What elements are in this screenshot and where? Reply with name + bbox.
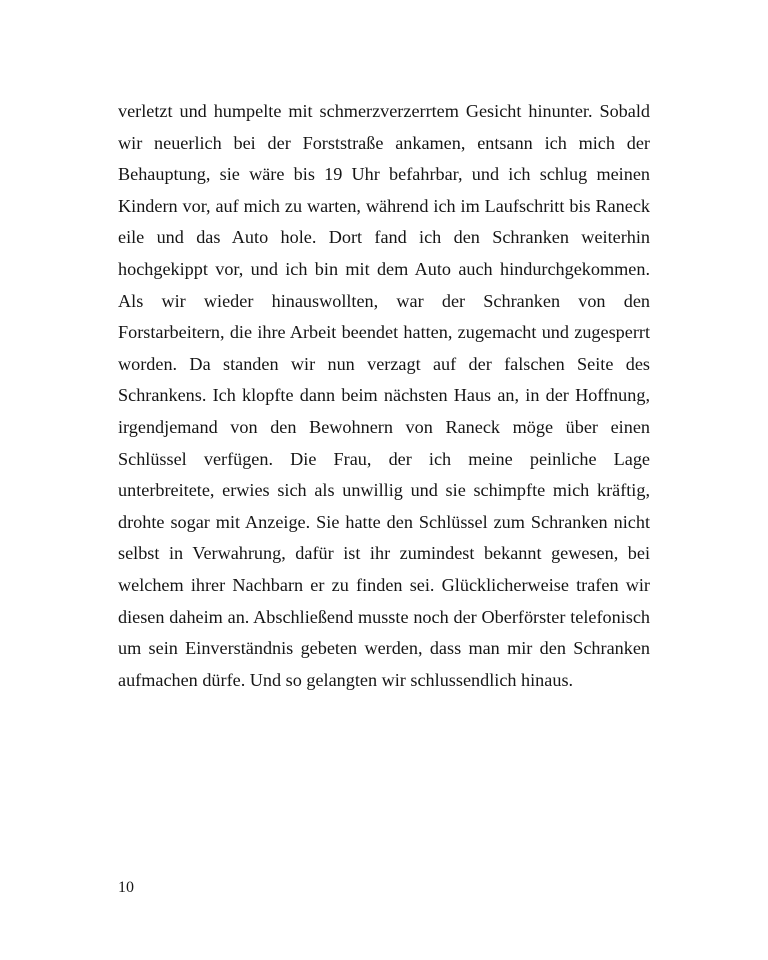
body-text-block [118, 96, 650, 696]
body-paragraph: verletzt und humpelte mit schmerzverzerrtem Gesicht hinunter. Sobald wir neuerlich bei der Forststraße ankamen, entsann ich mich der Behauptung, sie wäre bis 19 Uhr befahrbar, und ich schlug meinen Kindern vor, auf mich zu warten, während ich im Laufschritt bis Raneck eile und das Auto hole. Dort fand ich den Schranken weiterhin hochgekippt vor, und ich bin mit dem Auto auch hindurchgekommen. Als wir wieder hinauswollten, war der Schranken von den Forstarbeitern, die ihre Arbeit beendet hatten, zugemacht und zugesperrt worden. Da standen wir nun verzagt auf der falschen Seite des Schrankens. Ich klopfte dann beim nächsten Haus an, in der Hoffnung, irgendjemand von den Bewohnern von Raneck möge über einen Schlüssel verfügen. Die Frau, der ich meine peinliche Lage unterbreitete, erwies sich als unwillig und sie schimpfte mich kräftig, drohte sogar mit Anzeige. Sie hatte den Schlüssel zum Schranken nicht selbst in Verwahrung, dafür ist ihr zumindest bekannt gewesen, bei welchem ihrer Nachbarn er zu finden sei. Glücklicherweise trafen wir diesen daheim an. Abschließend musste noch der Oberförster telefonisch um sein Einverständnis gebeten werden, dass man mir den Schranken aufmachen dürfe. Und so gelangten wir schlussendlich hinaus. [118, 101, 650, 690]
page-number: 10 [118, 879, 134, 896]
